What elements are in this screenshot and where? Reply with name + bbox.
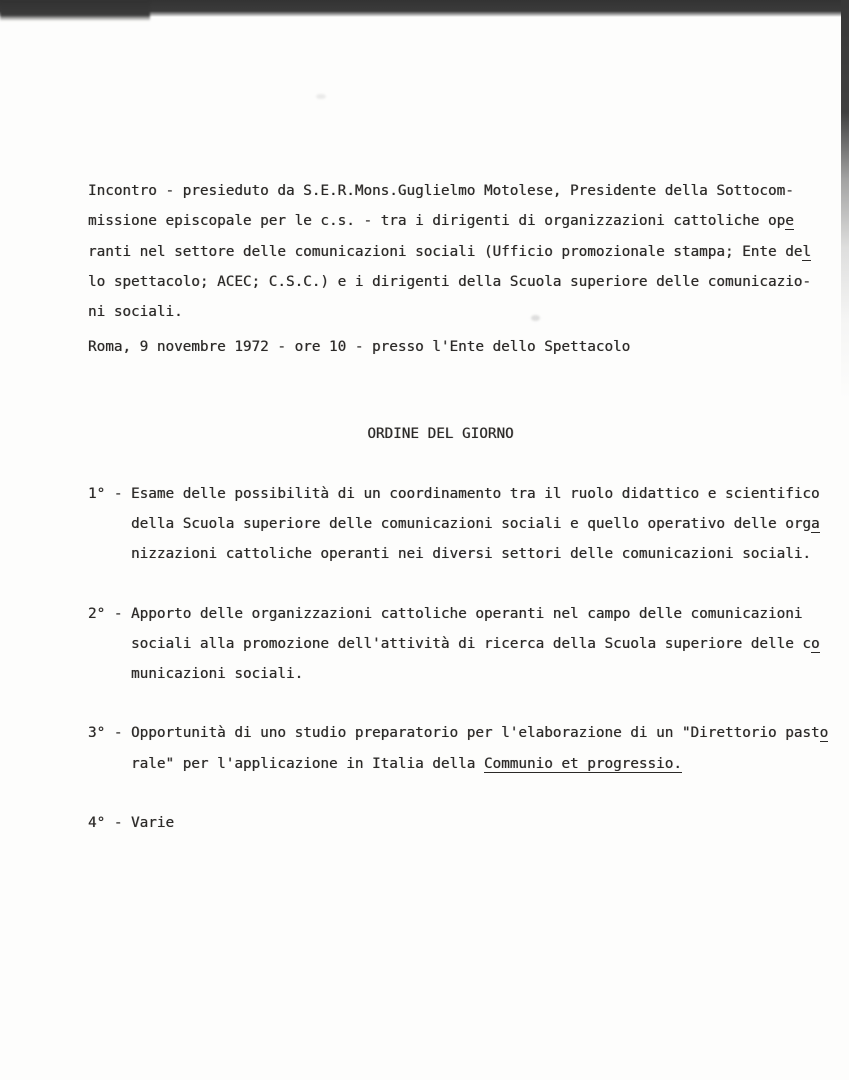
agenda-item-number: 4° - [88,814,132,831]
underlined-text: e [785,213,794,230]
text-line: della Scuola superiore delle comunicazioni sociali e quello operativo delle orga [131,516,820,532]
agenda-item [88,479,828,570]
dateline: Roma, 9 novembre 1972 - ore 10 - presso l'Ente dello Spettacolo [88,339,631,356]
underlined-text: Communio et progressio. [483,755,682,772]
text-line: rale" per l'applicazione in Italia della Communio et progressio. [131,755,682,772]
document-body [88,176,828,838]
agenda-item-number: 3° - [88,725,132,742]
text-line: missione episcopale per le c.s. - tra i dirigenti di organizzazioni cattoliche ope [88,213,794,230]
text-line: Apporto delle organizzazioni cattoliche operanti nel campo delle comunicazioni [131,605,803,622]
agenda-item [88,599,828,690]
underlined-text: a [811,516,820,532]
underlined-text: o [811,635,820,652]
agenda-item-number: 2° - [88,605,132,622]
agenda-item-text [131,479,828,570]
agenda-item-text [131,808,828,838]
text-line: Opportunità di uno studio preparatorio per l'elaborazione di un "Direttorio pasto [131,725,829,742]
text-line: Incontro - presieduto da S.E.R.Mons.Guglielmo Motolese, Presidente della Sottocom- [88,183,794,199]
scan-edge-artifact-right [841,0,849,400]
agenda-item [88,808,828,838]
agenda-item-text [131,718,828,779]
agenda-item [88,718,828,779]
agenda-list [88,479,828,838]
agenda-heading: ORDINE DEL GIORNO [367,425,514,442]
text-line: municazioni sociali. [131,666,304,682]
scan-smudge [316,94,326,99]
text-line: Varie [131,814,175,831]
scan-edge-artifact-top [0,0,849,17]
text-line: sociali alla promozione dell'attività di ricerca della Scuola superiore delle co [131,635,820,652]
underlined-text: l [802,243,812,260]
text-line: ni sociali. [88,304,183,320]
agenda-item-text [131,599,828,690]
text-line: ranti nel settore delle comunicazioni sociali (Ufficio promozionale stampa; Ente del [88,243,812,260]
agenda-item-number: 1° - [88,485,132,502]
intro-paragraph [88,176,828,327]
text-line: Esame delle possibilità di un coordinamento tra il ruolo didattico e scientifico [131,485,820,502]
text-line: nizzazioni cattoliche operanti nei diversi settori delle comunicazioni sociali. [131,546,812,563]
underlined-text: o [819,725,829,742]
text-line: lo spettacolo; ACEC; C.S.C.) e i dirigenti della Scuola superiore delle comunicazio- [88,273,812,290]
